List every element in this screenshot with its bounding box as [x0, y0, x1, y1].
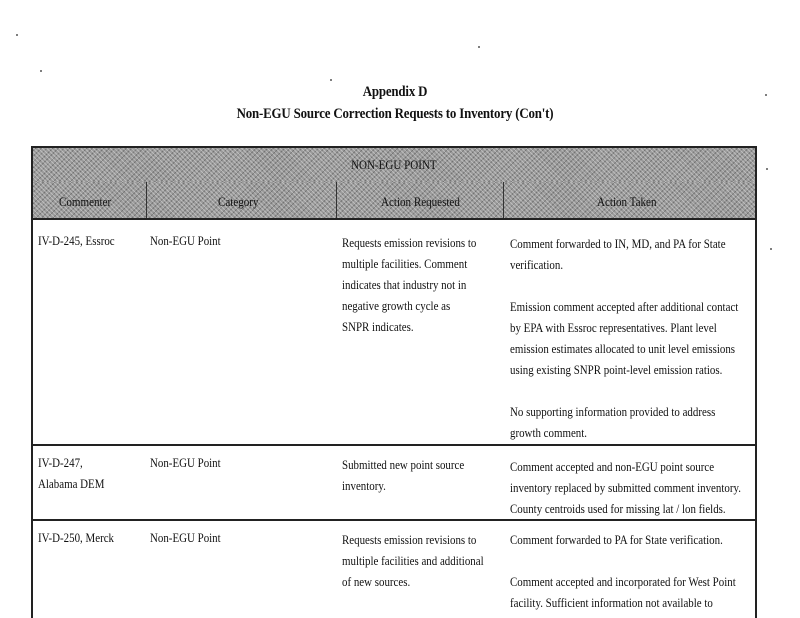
column-header-category: Category — [218, 194, 259, 209]
row1-action-taken — [510, 233, 747, 443]
scan-speck — [765, 94, 767, 96]
scan-speck — [766, 168, 768, 170]
row1-action-taken-para2: Emission comment accepted after additional contact by EPA with Essroc representatives. Plant level emission estimates allocated to unit level emissions using existing SNPR point-level emission ratios. — [510, 299, 739, 377]
row1-action-taken-para1: Comment forwarded to IN, MD, and PA for State verification. — [510, 236, 726, 272]
column-divider — [336, 182, 337, 218]
table-section-header — [33, 146, 755, 183]
scan-speck — [330, 79, 332, 81]
column-divider — [146, 182, 147, 218]
row1-action-requested: Requests emission revisions to multiple facilities. Comment indicates that industry not in negative growth cycle as SNPR indicates. — [342, 235, 477, 334]
row-divider — [33, 519, 755, 521]
row3-commenter: IV-D-250, Merck — [38, 530, 115, 545]
row3-action-taken — [510, 529, 747, 613]
row2-action-taken — [510, 456, 747, 519]
row2-category: Non-EGU Point — [150, 455, 221, 470]
scan-speck — [40, 70, 42, 72]
row3-action-requested: Requests emission revisions to multiple facilities and additional of new sources. — [342, 532, 484, 589]
row1-action-taken-para3: No supporting information provided to address growth comment. — [510, 404, 716, 440]
row3-action-taken-para2: Comment accepted and incorporated for West Point facility. Sufficient information not available to — [510, 574, 736, 610]
correction-requests-table — [31, 146, 757, 618]
scan-speck — [770, 248, 772, 250]
row1-commenter: IV-D-245, Essroc — [38, 233, 115, 248]
row-divider — [33, 444, 755, 446]
row2-action-taken-para1: Comment accepted and non-EGU point source inventory replaced by submitted comment inventory. County centroids used for missing lat / lon fields. — [510, 459, 741, 516]
column-header-action-requested: Action Requested — [381, 194, 460, 209]
column-divider — [503, 182, 504, 218]
appendix-title: Appendix D — [362, 84, 428, 100]
scan-speck — [16, 34, 18, 36]
column-header-row — [33, 182, 755, 220]
row3-action-taken-para1: Comment forwarded to PA for State verification. — [510, 532, 723, 547]
column-header-commenter: Commenter — [59, 194, 112, 209]
row3-category: Non-EGU Point — [150, 530, 221, 545]
scan-speck — [478, 46, 480, 48]
table-title: Non-EGU Source Correction Requests to Inventory (Con't) — [236, 106, 554, 122]
row2-action-requested: Submitted new point source inventory. — [342, 457, 465, 493]
row2-commenter: IV-D-247, Alabama DEM — [38, 455, 105, 491]
column-header-action-taken: Action Taken — [597, 194, 657, 209]
row1-category: Non-EGU Point — [150, 233, 221, 248]
section-title: NON-EGU POINT — [351, 157, 437, 172]
